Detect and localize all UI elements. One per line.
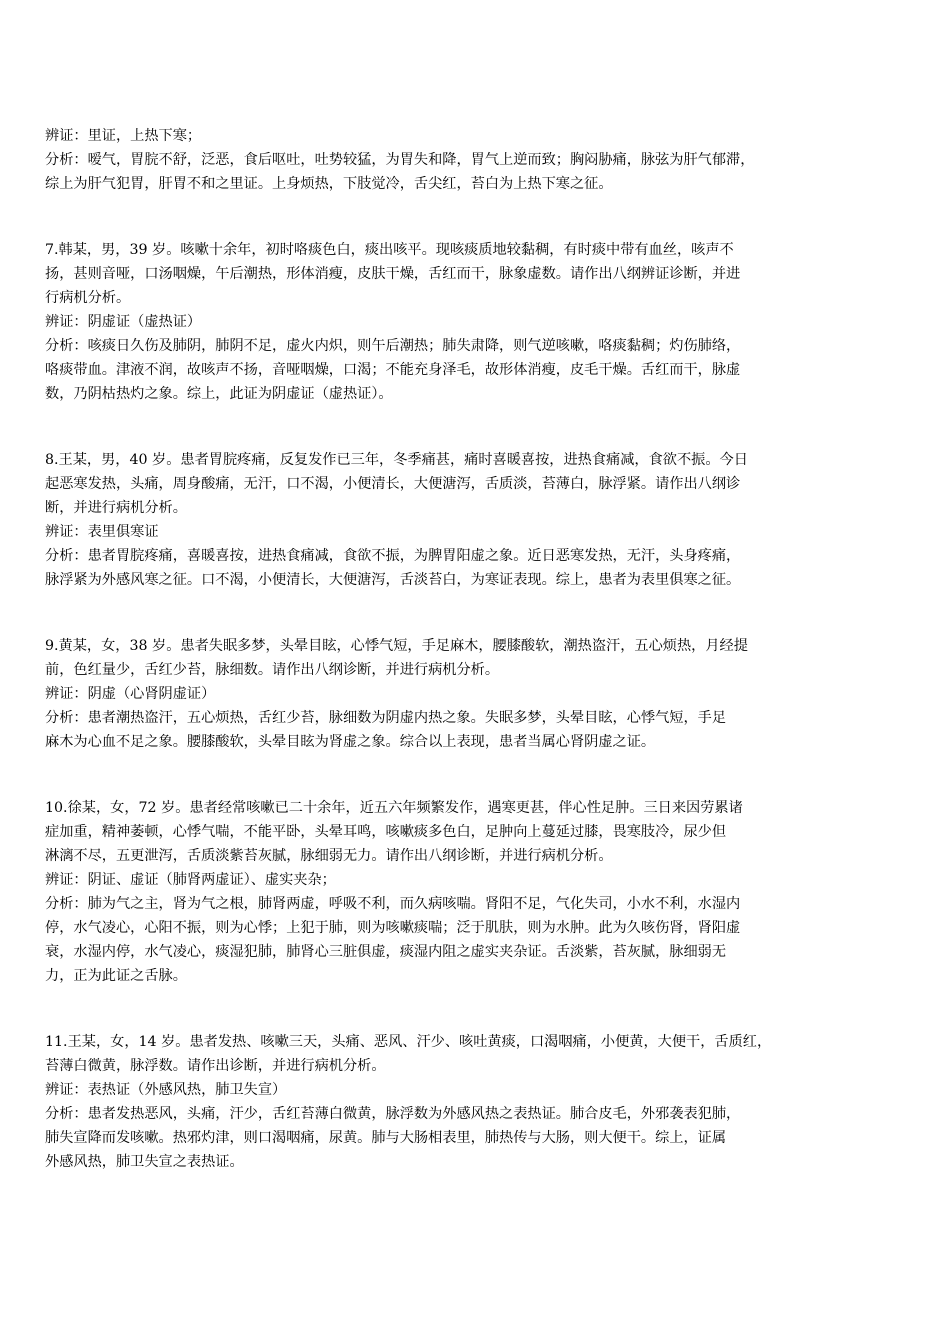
case-text-line: 断，并进行病机分析。 (45, 500, 187, 516)
analysis-line: 分析：患者潮热盗汗，五心烦热，舌红少苔，脉细数为阴虚内热之象。失眠多梦，头晕目眩，心悸气短，手足 (45, 710, 727, 726)
case-text-line: 10.徐某，女，72 岁。患者经常咳嗽已二十余年，近五六年频繁发作，遇寒更甚，伴心性足肿。三日来因劳累诸 (45, 800, 743, 816)
diagnosis-line: 辨证：阴虚（心肾阴虚证） (45, 686, 216, 702)
paragraph-gap (45, 406, 915, 448)
case-text-line: 7.韩某，男，39 岁。咳嗽十余年，初时咯痰色白，痰出咳平。现咳痰质地较黏稠，有时痰中带有血丝，咳声不 (45, 242, 734, 258)
case-9 (45, 634, 915, 754)
case-11 (45, 1030, 915, 1174)
analysis-line: 咯痰带血。津液不润，故咳声不扬，音哑咽燥，口渴；不能充身泽毛，故形体消瘦，皮毛干燥。舌红而干，脉虚 (45, 362, 741, 378)
case-7 (45, 238, 915, 406)
case-text-line: 9.黄某，女，38 岁。患者失眠多梦，头晕目眩，心悸气短，手足麻木，腰膝酸软，潮热盗汗，五心烦热，月经提 (45, 638, 748, 654)
case-text-line: 苔薄白微黄，脉浮数。请作出诊断，并进行病机分析。 (45, 1058, 386, 1074)
analysis-line: 外感风热，肺卫失宣之表热证。 (45, 1154, 244, 1170)
case-text-line: 症加重，精神萎顿，心悸气喘，不能平卧，头晕耳鸣，咳嗽痰多色白，足肿向上蔓延过膝，畏寒肢冷，尿少但 (45, 824, 727, 840)
case-10 (45, 796, 915, 988)
analysis-line: 分析：咳痰日久伤及肺阴，肺阴不足，虚火内炽，则午后潮热；肺失肃降，则气逆咳嗽，咯痰黏稠；灼伤肺络， (45, 338, 741, 354)
paragraph-gap (45, 988, 915, 1030)
diagnosis-line: 辨证：阴虚证（虚热证） (45, 314, 202, 330)
case-text-line: 扬，甚则音哑，口汤咽燥，午后潮热，形体消瘦，皮肤干燥，舌红而干，脉象虚数。请作出八纲辨证诊断，并进 (45, 266, 741, 282)
diagnosis-line: 辨证：表热证（外感风热，肺卫失宣） (45, 1082, 287, 1098)
analysis-line: 衰，水湿内停，水气凌心，痰湿犯肺，肺肾心三脏俱虚，痰湿内阻之虚实夹杂证。舌淡紫，苔灰腻，脉细弱无 (45, 944, 727, 960)
analysis-line: 分析：嗳气，胃脘不舒，泛恶，食后呕吐，吐势较猛，为胃失和降，胃气上逆而致；胸闷胁痛，脉弦为肝气郁滞， (45, 152, 755, 168)
case-text-line: 前，色红量少，舌红少苔，脉细数。请作出八纲诊断，并进行病机分析。 (45, 662, 500, 678)
analysis-line: 麻木为心血不足之象。腰膝酸软，头晕目眩为肾虚之象。综合以上表现，患者当属心肾阴虚之证。 (45, 734, 656, 750)
case-text-line: 行病机分析。 (45, 290, 131, 306)
diagnosis-line: 辨证：阴证、虚证（肺肾两虚证）、虚实夹杂； (45, 872, 336, 888)
analysis-line: 停，水气凌心，心阳不振，则为心悸；上犯于肺，则为咳嗽痰喘；泛于肌肤，则为水肿。此为久咳伤肾，肾阳虚 (45, 920, 741, 936)
paragraph-gap (45, 196, 915, 238)
analysis-line: 肺失宣降而发咳嗽。热邪灼津，则口渴咽痛，尿黄。肺与大肠相表里，肺热传与大肠，则大便干。综上，证属 (45, 1130, 727, 1146)
paragraph-gap (45, 754, 915, 796)
paragraph-gap (45, 592, 915, 634)
analysis-line: 力，正为此证之舌脉。 (45, 968, 187, 984)
case-text-line: 8.王某，男，40 岁。患者胃脘疼痛，反复发作已三年，冬季痛甚，痛时喜暖喜按，进热食痛减，食欲不振。今日 (45, 452, 748, 468)
document-page (45, 124, 915, 1174)
analysis-line: 综上为肝气犯胃，肝胃不和之里证。上身烦热，下肢觉冷，舌尖红，苔白为上热下寒之征。 (45, 176, 613, 192)
case-text-line: 11.王某，女，14 岁。患者发热、咳嗽三天，头痛、恶风、汗少、咳吐黄痰，口渴咽痛，小便黄，大便干，舌质红， (45, 1034, 772, 1050)
analysis-line: 分析：肺为气之主，肾为气之根，肺肾两虚，呼吸不利，而久病咳喘。肾阳不足，气化失司，小水不利，水湿内 (45, 896, 741, 912)
analysis-line: 分析：患者胃脘疼痛，喜暖喜按，进热食痛减，食欲不振，为脾胃阳虚之象。近日恶寒发热，无汗，头身疼痛， (45, 548, 741, 564)
analysis-line: 脉浮紧为外感风寒之征。口不渴，小便清长，大便溏泻，舌淡苔白，为寒证表现。综上，患者为表里俱寒之征。 (45, 572, 741, 588)
diagnosis-line: 辨证：里证，上热下寒； (45, 128, 202, 144)
analysis-line: 分析：患者发热恶风，头痛，汗少，舌红苔薄白微黄，脉浮数为外感风热之表热证。肺合皮毛，外邪袭表犯肺， (45, 1106, 741, 1122)
diagnosis-line: 辨证：表里俱寒证 (45, 524, 159, 540)
case-6-conclusion (45, 124, 915, 196)
analysis-line: 数，乃阴枯热灼之象。综上，此证为阴虚证（虚热证）。 (45, 386, 393, 402)
case-text-line: 起恶寒发热，头痛，周身酸痛，无汗，口不渴，小便清长，大便溏泻，舌质淡，苔薄白，脉浮紧。请作出八纲诊 (45, 476, 741, 492)
case-text-line: 淋漓不尽，五更泄泻，舌质淡紫苔灰腻，脉细弱无力。请作出八纲诊断，并进行病机分析。 (45, 848, 613, 864)
case-8 (45, 448, 915, 592)
